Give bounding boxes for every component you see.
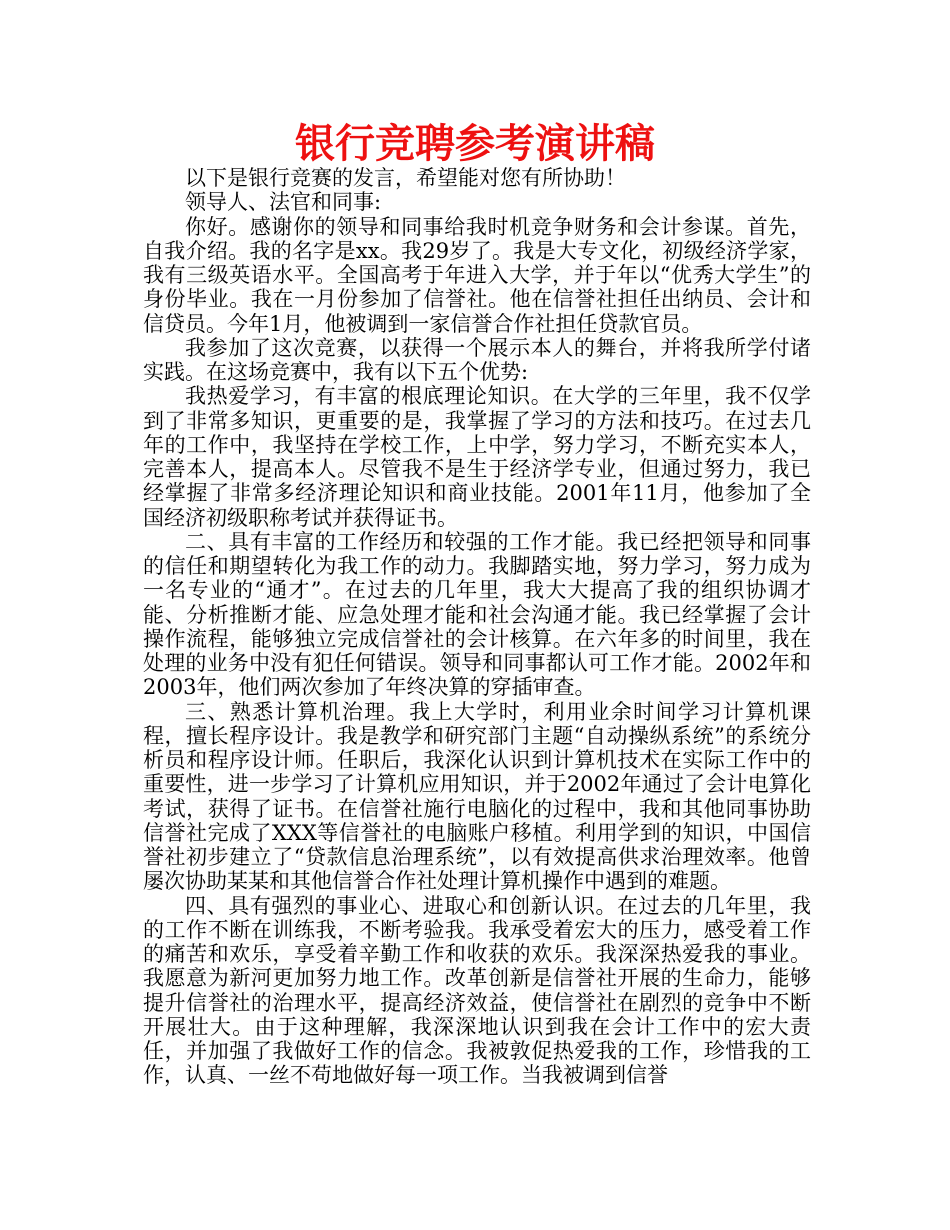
document-title: 银行竞聘参考演讲稿 — [295, 120, 655, 167]
paragraph-purpose: 我参加了这次竞赛，以获得一个展示本人的舞台，并将我所学付诸实践。在这场竞赛中，我有以下五个优势: — [143, 335, 811, 384]
paragraph-advantage-one: 我热爱学习，有丰富的根底理论知识。在大学的三年里，我不仅学到了非常多知识，更重要的是，我掌握了学习的方法和技巧。在过去几年的工作中，我坚持在学校工作，上中学，努力学习，不断充实本人，完善本人，提高本人。尽管我不是生于经济学专业，但通过努力，我已经掌握了非常多经济理论知识和商业技能。2001年11月，他参加了全国经济初级职称考试并获得证书。 — [143, 384, 811, 530]
paragraph-salutation: 领导人、法官和同事: — [185, 190, 382, 215]
paragraph-advantage-three: 三、熟悉计算机治理。我上大学时，利用业余时间学习计算机课程，擅长程序设计。我是教学和研究部门主题“自动操纵系统”的系统分析员和程序设计师。任职后，我深化认识到计算机技术在实际工作中的重要性，进一步学习了计算机应用知识，并于2002年通过了会计电算化考试，获得了证书。在信誉社施行电脑化的过程中，我和其他同事协助信誉社完成了XXX等信誉社的电脑账户移植。利用学到的知识，中国信誉社初步建立了“贷款信息治理系统”，以有效提高供求治理效率。他曾屡次协助某某和其他信誉合作社处理计算机操作中遇到的难题。 — [143, 699, 811, 894]
document-body — [143, 166, 811, 1088]
paragraph-advantage-two: 二、具有丰富的工作经历和较强的工作才能。我已经把领导和同事的信任和期望转化为我工作的动力。我脚踏实地，努力学习，努力成为一名专业的“通才”。在过去的几年里，我大大提高了我的组织协调才能、分析推断才能、应急处理才能和社会沟通才能。我已经掌握了会计操作流程，能够独立完成信誉社的会计核算。在六年多的时间里，我在处理的业务中没有犯任何错误。领导和同事都认可工作才能。2002年和2003年，他们两次参加了年终决算的穿插审查。 — [143, 529, 811, 700]
paragraph-advantage-four: 四、具有强烈的事业心、进取心和创新认识。在过去的几年里，我的工作不断在训练我，不断考验我。我承受着宏大的压力，感受着工作的痛苦和欢乐，享受着辛勤工作和收获的欢乐。我深深热爱我的事业。我愿意为新河更加努力地工作。改革创新是信誉社开展的生命力，能够提升信誉社的治理水平，提高经济效益，使信誉社在剧烈的竞争中不断开展壮大。由于这种理解，我深深地认识到我在会计工作中的宏大责任，并加强了我做好工作的信念。我被敦促热爱我的工作，珍惜我的工作，认真、一丝不苟地做好每一项工作。当我被调到信誉 — [143, 893, 811, 1088]
paragraph-self-introduction: 你好。感谢你的领导和同事给我时机竞争财务和会计参谋。首先，自我介绍。我的名字是xx。我29岁了。我是大专文化，初级经济学家，我有三级英语水平。全国高考于年进入大学，并于年以“优秀大学生”的身份毕业。我在一月份参加了信誉社。他在信誉社担任出纳员、会计和信贷员。今年1月，他被调到一家信誉合作社担任贷款官员。 — [143, 214, 811, 336]
paragraph-intro: 以下是银行竞赛的发言，希望能对您有所协助！ — [185, 166, 626, 190]
